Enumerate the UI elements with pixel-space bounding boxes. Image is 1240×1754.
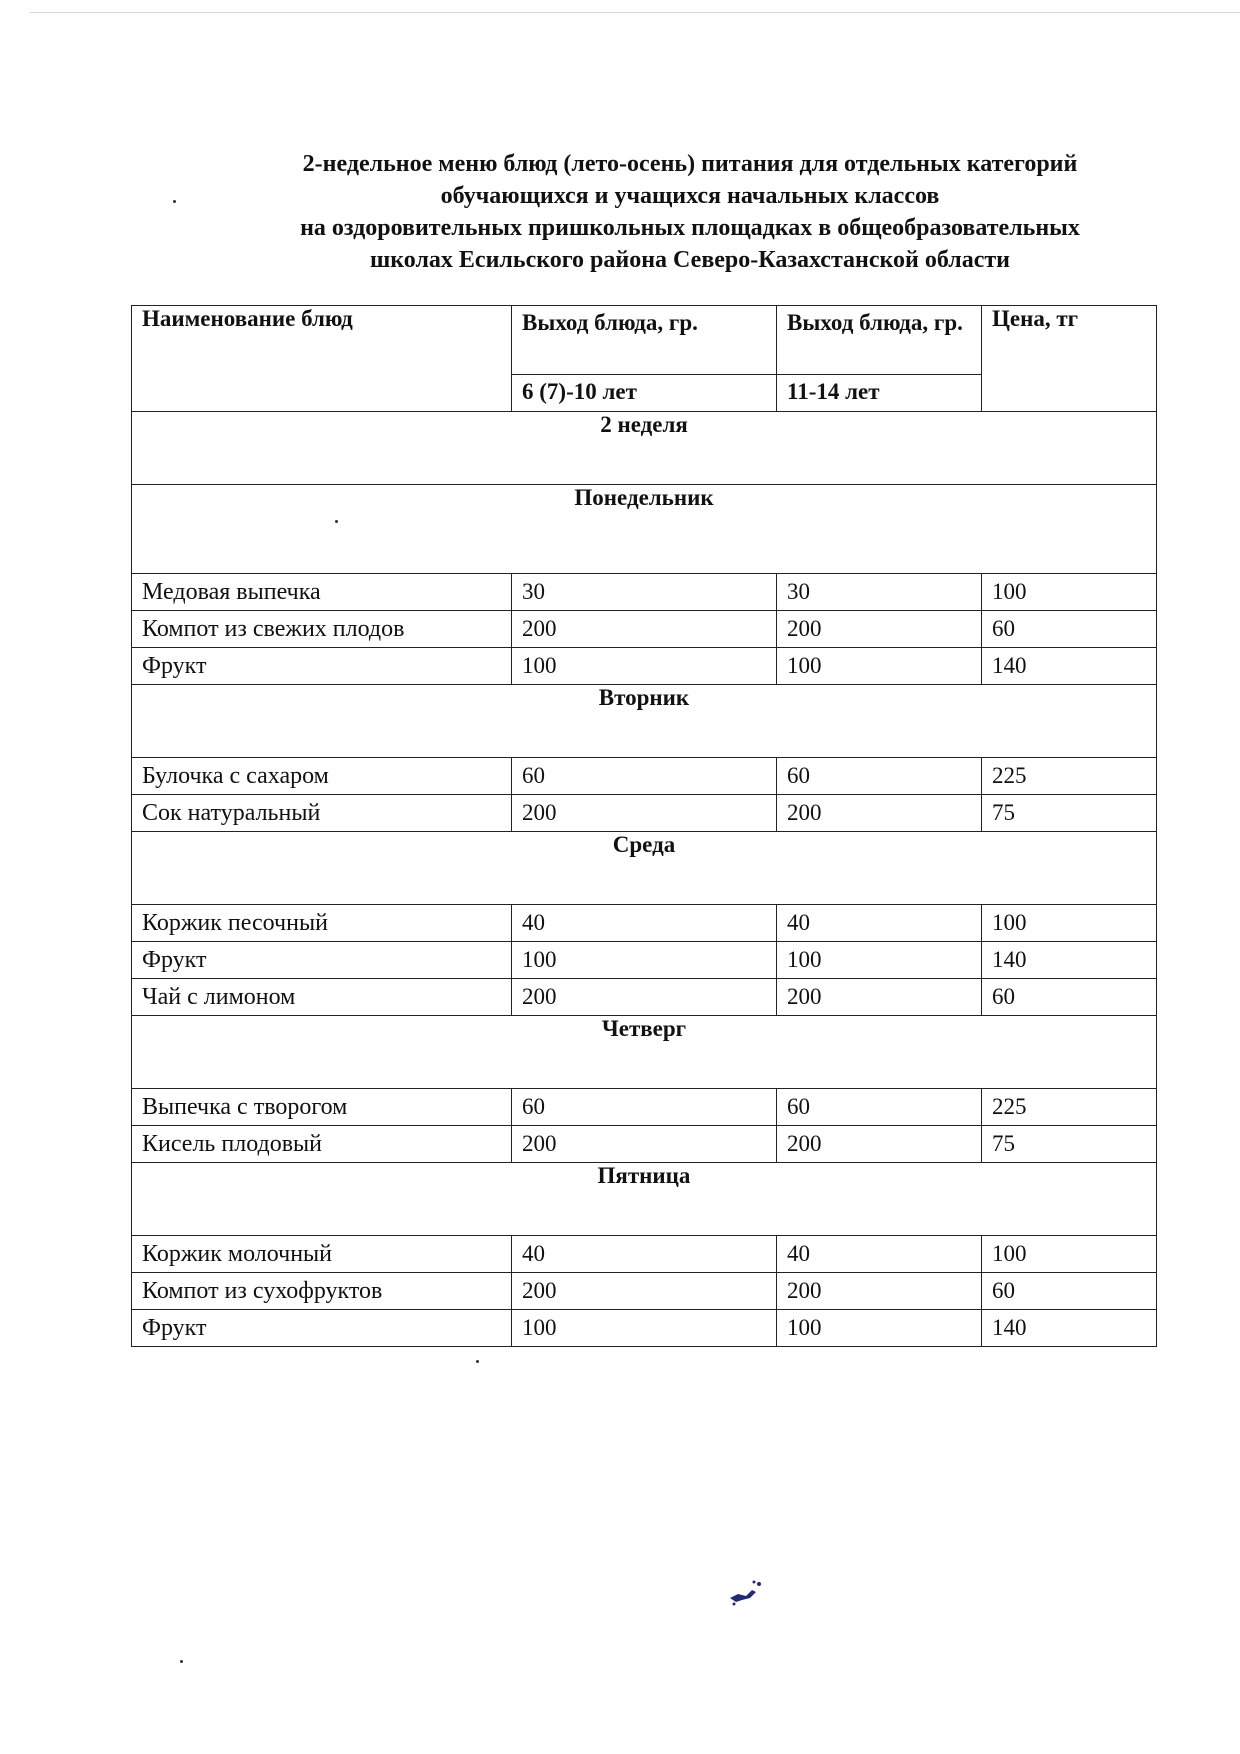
day-header-row [132,832,1157,905]
price-cell: 60 [982,979,1157,1016]
table-row [132,648,1157,685]
output-old-cell: 100 [777,1310,982,1347]
table-row [132,1273,1157,1310]
scan-speck [476,1360,479,1363]
price-cell: 100 [982,905,1157,942]
price-cell: 140 [982,942,1157,979]
day-header-row [132,485,1157,574]
output-young-cell: 40 [512,1236,777,1273]
output-old-cell: 200 [777,795,982,832]
table-row [132,611,1157,648]
table-row [132,942,1157,979]
scan-speck [335,520,338,523]
dish-name-cell: Компот из сухофруктов [132,1273,512,1310]
output-old-cell: 60 [777,1089,982,1126]
scan-speck [180,1660,183,1663]
day-name: Четверг [132,1016,1157,1089]
output-young-cell: 200 [512,1126,777,1163]
dish-name-cell: Булочка с сахаром [132,758,512,795]
price-cell: 140 [982,1310,1157,1347]
table-row [132,1126,1157,1163]
output-old-cell: 200 [777,611,982,648]
output-old-cell: 60 [777,758,982,795]
week-row [132,412,1157,485]
title-line-1: 2-недельное меню блюд (лето-осень) питания для отдельных категорий [302,151,1078,177]
price-cell: 225 [982,1089,1157,1126]
age-young: 6 (7)-10 лет [512,374,777,411]
day-header-row [132,685,1157,758]
menu-table [131,305,1157,1347]
dish-name-cell: Чай с лимоном [132,979,512,1016]
price-cell: 100 [982,1236,1157,1273]
table-row [132,574,1157,611]
day-name: Пятница [132,1163,1157,1236]
dish-name-cell: Кисель плодовый [132,1126,512,1163]
scan-speck [173,200,176,203]
title-line-4: школах Есильского района Северо-Казахстанской области [370,247,1010,273]
table-row [132,758,1157,795]
output-young-cell: 40 [512,905,777,942]
dish-name-cell: Компот из свежих плодов [132,611,512,648]
header-price: Цена, тг [982,306,1157,412]
dish-name-cell: Медовая выпечка [132,574,512,611]
document-title [230,148,1150,276]
age-old: 11-14 лет [777,374,982,411]
table-row [132,1236,1157,1273]
dish-name-cell: Сок натуральный [132,795,512,832]
output-old-cell: 40 [777,905,982,942]
output-young-cell: 30 [512,574,777,611]
dish-name-cell: Выпечка с творогом [132,1089,512,1126]
table-row [132,1310,1157,1347]
week-label: 2 неделя [132,412,1157,485]
table-row [132,1089,1157,1126]
price-cell: 100 [982,574,1157,611]
price-cell: 140 [982,648,1157,685]
table-row [132,979,1157,1016]
day-name: Понедельник [132,485,1157,574]
price-cell: 225 [982,758,1157,795]
output-old-cell: 200 [777,979,982,1016]
dish-name-cell: Фрукт [132,648,512,685]
output-young-cell: 200 [512,611,777,648]
header-row [132,306,1157,375]
output-old-cell: 200 [777,1126,982,1163]
output-old-cell: 40 [777,1236,982,1273]
dish-name-cell: Коржик песочный [132,905,512,942]
header-output-young: Выход блюда, гр. [512,306,777,375]
output-old-cell: 30 [777,574,982,611]
day-header-row [132,1163,1157,1236]
dish-name-cell: Коржик молочный [132,1236,512,1273]
day-header-row [132,1016,1157,1089]
dish-name-cell: Фрукт [132,942,512,979]
header-dish-name: Наименование блюд [132,306,512,412]
output-young-cell: 100 [512,1310,777,1347]
table-row [132,905,1157,942]
output-young-cell: 60 [512,758,777,795]
output-young-cell: 200 [512,1273,777,1310]
title-line-3: на оздоровительных пришкольных площадках в общеобразовательных [300,215,1080,241]
table-row [132,795,1157,832]
output-young-cell: 100 [512,942,777,979]
dish-name-cell: Фрукт [132,1310,512,1347]
day-name: Среда [132,832,1157,905]
scan-edge-line [30,12,1240,13]
output-old-cell: 100 [777,942,982,979]
output-young-cell: 200 [512,795,777,832]
price-cell: 60 [982,1273,1157,1310]
price-cell: 60 [982,611,1157,648]
title-line-2: обучающихся и учащихся начальных классов [440,183,940,209]
output-young-cell: 200 [512,979,777,1016]
output-old-cell: 200 [777,1273,982,1310]
price-cell: 75 [982,1126,1157,1163]
output-old-cell: 100 [777,648,982,685]
output-young-cell: 60 [512,1089,777,1126]
ink-blot-mark [726,1578,766,1606]
price-cell: 75 [982,795,1157,832]
day-name: Вторник [132,685,1157,758]
output-young-cell: 100 [512,648,777,685]
header-output-old: Выход блюда, гр. [777,306,982,375]
